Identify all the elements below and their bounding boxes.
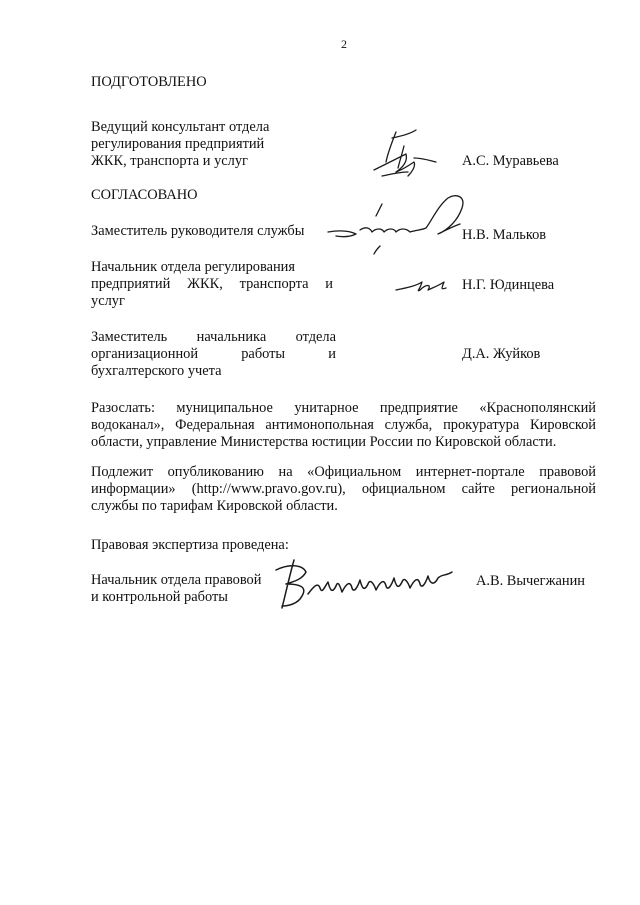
prepared-name: А.С. Муравьева bbox=[462, 153, 559, 169]
agreed-heading: СОГЛАСОВАНО bbox=[91, 187, 198, 203]
agreed-2-position-line-3: услуг bbox=[91, 293, 125, 309]
signature-muravyeva bbox=[362, 128, 442, 184]
agreed-3-position-line-2: организационной работы и bbox=[91, 346, 336, 362]
page-number: 2 bbox=[341, 37, 347, 51]
agreed-3-position-line-3: бухгалтерского учета bbox=[91, 363, 222, 379]
prepared-heading: ПОДГОТОВЛЕНО bbox=[91, 74, 207, 90]
agreed-3-position-line-1: Заместитель начальника отдела bbox=[91, 329, 336, 345]
agreed-2-name: Н.Г. Юдинцева bbox=[462, 277, 555, 293]
agreed-2-position-line-1: Начальник отдела регулирования bbox=[91, 259, 296, 275]
legal-review-position-line-1: Начальник отдела правовой bbox=[91, 572, 262, 588]
prepared-position-line-3: ЖКК, транспорта и услуг bbox=[91, 153, 248, 169]
agreed-1-position: Заместитель руководителя службы bbox=[91, 223, 305, 239]
signature-vychegzhanin bbox=[268, 556, 458, 612]
distribution-paragraph: Разослать: муниципальное унитарное предприятие «Краснополянский водоканал», Федеральная антимонопольная служба, прокуратура Кировской области, управление Министерства юстиции России по Кировской области. bbox=[91, 400, 596, 450]
agreed-2-position-line-2: предприятий ЖКК, транспорта и bbox=[91, 276, 333, 292]
agreed-3-name: Д.А. Жуйков bbox=[462, 346, 541, 362]
publication-paragraph: Подлежит опубликованию на «Официальном интернет-портале правовой информации» (http://www.pravo.gov.ru), официальном сайте региональной службы по тарифам Кировской области. bbox=[91, 464, 596, 514]
agreed-1-name: Н.В. Мальков bbox=[462, 227, 547, 243]
legal-review-statement: Правовая экспертиза проведена: bbox=[91, 537, 289, 553]
signature-malkov bbox=[326, 190, 476, 260]
signature-yudintseva bbox=[392, 272, 454, 298]
prepared-position-line-1: Ведущий консультант отдела bbox=[91, 119, 270, 135]
prepared-position-line-2: регулирования предприятий bbox=[91, 136, 265, 152]
legal-review-position-line-2: и контрольной работы bbox=[91, 589, 228, 605]
legal-review-name: А.В. Вычегжанин bbox=[476, 573, 586, 589]
